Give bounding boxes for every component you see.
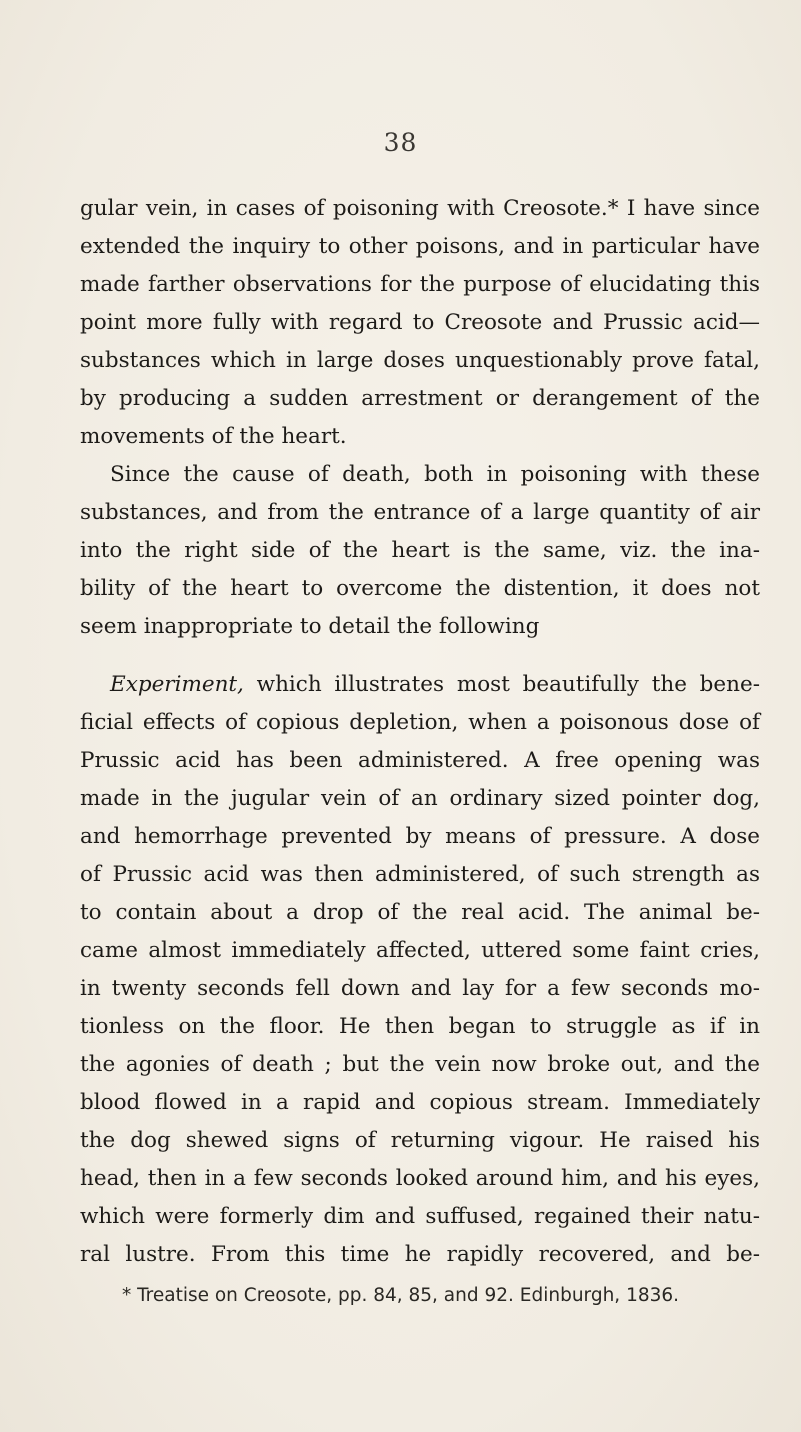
text-line: ral lustre. From this time he rapidly recovered, and be- bbox=[80, 1242, 760, 1267]
text-line: to contain about a drop of the real acid. The animal be- bbox=[80, 900, 760, 925]
paragraph-1 bbox=[80, 190, 760, 456]
paragraph-gap bbox=[80, 646, 760, 666]
text-line: by producing a sudden arrestment or derangement of the bbox=[80, 386, 760, 411]
text-line: the agonies of death ; but the vein now broke out, and the bbox=[80, 1052, 760, 1077]
body-text bbox=[80, 190, 760, 1274]
text-line: made farther observations for the purpose of elucidating this bbox=[80, 272, 760, 297]
text-line: made in the jugular vein of an ordinary sized pointer dog, bbox=[80, 786, 760, 811]
text-line: point more fully with regard to Creosote and Prussic acid— bbox=[80, 310, 760, 335]
text-line bbox=[80, 666, 760, 704]
text-line: substances which in large doses unquestionably prove fatal, bbox=[80, 348, 760, 373]
text-line: Since the cause of death, both in poisoning with these bbox=[110, 462, 760, 487]
text-line: and hemorrhage prevented by means of pressure. A dose bbox=[80, 824, 760, 849]
text-line-rest: which illustrates most beautifully the bene- bbox=[243, 672, 760, 697]
text-line: movements of the heart. bbox=[80, 424, 347, 449]
paragraph-3 bbox=[80, 666, 760, 1274]
text-line: the dog shewed signs of returning vigour. He raised his bbox=[80, 1128, 760, 1153]
text-line: gular vein, in cases of poisoning with Creosote.* I have since bbox=[80, 196, 760, 221]
text-line: of Prussic acid was then administered, of such strength as bbox=[80, 862, 760, 887]
paragraph-2 bbox=[80, 456, 760, 646]
text-line: ficial effects of copious depletion, when a poisonous dose of bbox=[80, 710, 760, 735]
text-line: bility of the heart to overcome the distention, it does not bbox=[80, 576, 760, 601]
text-line: in twenty seconds fell down and lay for a few seconds mo- bbox=[80, 976, 760, 1001]
text-line: tionless on the floor. He then began to struggle as if in bbox=[80, 1014, 760, 1039]
text-line: which were formerly dim and suffused, regained their natu- bbox=[80, 1204, 760, 1229]
text-line: came almost immediately affected, uttered some faint cries, bbox=[80, 938, 760, 963]
text-line: into the right side of the heart is the same, viz. the ina- bbox=[80, 538, 760, 563]
text-line: extended the inquiry to other poisons, and in particular have bbox=[80, 234, 760, 259]
text-line: head, then in a few seconds looked around him, and his eyes, bbox=[80, 1166, 760, 1191]
text-line: substances, and from the entrance of a large quantity of air bbox=[80, 500, 760, 525]
text-line: blood flowed in a rapid and copious stream. Immediately bbox=[80, 1090, 760, 1115]
page-number: 38 bbox=[383, 128, 418, 157]
experiment-heading: Experiment, bbox=[110, 672, 244, 697]
text-line: seem inappropriate to detail the following bbox=[80, 614, 540, 639]
footnote: * Treatise on Creosote, pp. 84, 85, and 92. Edinburgh, 1836. bbox=[121, 1285, 680, 1306]
text-line: Prussic acid has been administered. A free opening was bbox=[80, 748, 760, 773]
